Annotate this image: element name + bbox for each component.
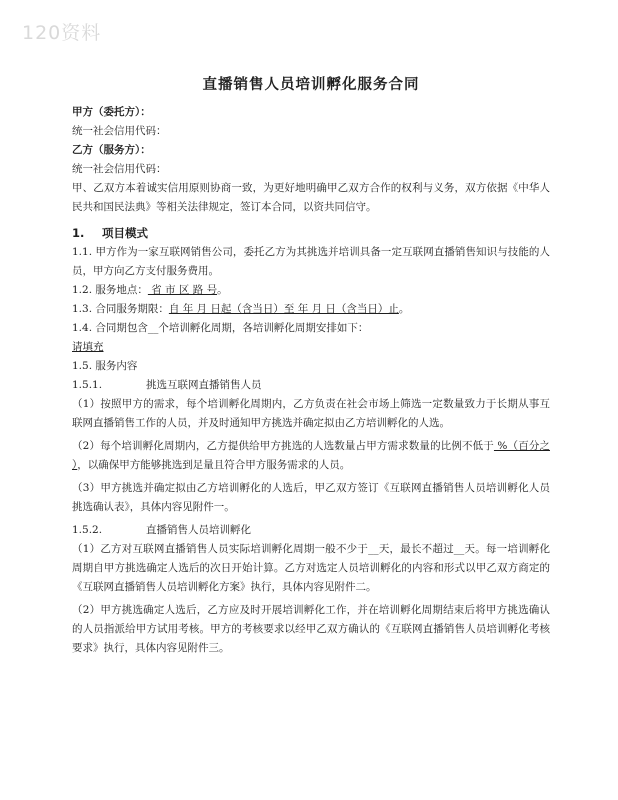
clause-1-5-1-item-2	[72, 437, 550, 475]
party-a-credit-code: 统一社会信用代码：	[72, 125, 167, 137]
clause-1-2-prefix: 1.2. 服务地点：	[72, 284, 148, 296]
service-location-field: 省 市 区 路 号	[147, 284, 218, 296]
clause-1-5-1-item-1: （1）按照甲方的需求，每个培训孵化周期内，乙方负责在社会市场上筛选一定数量致力于长期从事互联网直播销售工作的人员，并及时通知甲方挑选并确定拟由乙方培训孵化的人选。	[72, 398, 550, 429]
clause-1-4: 1.4. 合同期包含__个培训孵化周期，各培训孵化周期安排如下：	[72, 322, 369, 334]
clause-1-5-1-heading	[72, 376, 550, 395]
clause-1-5-1-title: 挑选互联网直播销售人员	[146, 379, 262, 391]
clause-1-5-1-item-2-a: （2）每个培训孵化周期内，乙方提供给甲方挑选的人选数量占甲方需求数量的比例不低于	[72, 440, 494, 452]
intro-paragraph: 甲、乙双方本着诚实信用原则协商一致，为更好地明确甲乙双方合作的权利与义务，双方依据《中华人民共和国民法典》等相关法律规定，签订本合同，以资共同信守。	[72, 182, 550, 213]
clause-1-2-suffix: 。	[217, 284, 228, 296]
clause-1-5-2-title: 直播销售人员培训孵化	[146, 524, 251, 536]
section-1-title: 项目模式	[102, 226, 148, 240]
party-b-label: 乙方（服务方）：	[72, 144, 151, 156]
clause-1-5: 1.5. 服务内容	[72, 360, 138, 372]
contract-document	[72, 74, 550, 658]
section-1-heading	[72, 223, 550, 243]
clause-1-3	[72, 300, 550, 319]
clause-1-5-2-item-2: （2）甲方挑选确定人选后，乙方应及时开展培训孵化工作，并在培训孵化周期结束后将甲方挑选确认的人员指派给甲方试用考核。甲方的考核要求以经甲乙双方确认的《互联网直播销售人员培训孵化考核要求》执行，具体内容见附件三。	[72, 604, 550, 654]
party-a-label: 甲方（委托方）：	[72, 106, 151, 118]
clause-1-5-2-number: 1.5.2.	[72, 524, 103, 536]
fill-in-placeholder: 请填充	[72, 341, 104, 353]
contract-title: 直播销售人员培训孵化服务合同	[202, 77, 420, 93]
service-term-field: 自 年 月 日起（含当日）至 年 月 日（含当日）止	[168, 303, 399, 315]
clause-1-3-prefix: 1.3. 合同服务期限：	[72, 303, 169, 315]
clause-1-5-2-item-1: （1）乙方对互联网直播销售人员实际培训孵化周期一般不少于__天，最长不超过__天。每一培训孵化周期自甲方挑选确定人选后的次日开始计算。乙方对选定人员培训孵化的内容和形式以甲乙双方商定的《互联网直播销售人员培训孵化方案》执行，具体内容见附件二。	[72, 543, 550, 593]
clause-1-5-2-heading	[72, 521, 550, 540]
clause-1-5-1-number: 1.5.1.	[72, 379, 103, 391]
watermark: 120资料	[22, 22, 102, 44]
clause-1-5-1-item-3: （3）甲方挑选并确定拟由乙方培训孵化的人选后，甲乙双方签订《互联网直播销售人员培训孵化人员挑选确认表》，具体内容见附件一。	[72, 482, 550, 513]
clause-1-1: 1.1. 甲方作为一家互联网销售公司，委托乙方为其挑选并培训具备一定互联网直播销售知识与技能的人员，甲方向乙方支付服务费用。	[72, 246, 550, 277]
clause-1-2	[72, 281, 550, 300]
clause-1-5-1-item-2-b: ，以确保甲方能够挑选到足量且符合甲方服务需求的人员。	[77, 459, 351, 471]
clause-1-3-suffix: 。	[398, 303, 410, 315]
party-b-credit-code: 统一社会信用代码：	[72, 163, 167, 175]
section-1-number: 1.	[72, 226, 85, 240]
percentage-field: %（百分之 ）	[72, 440, 550, 471]
